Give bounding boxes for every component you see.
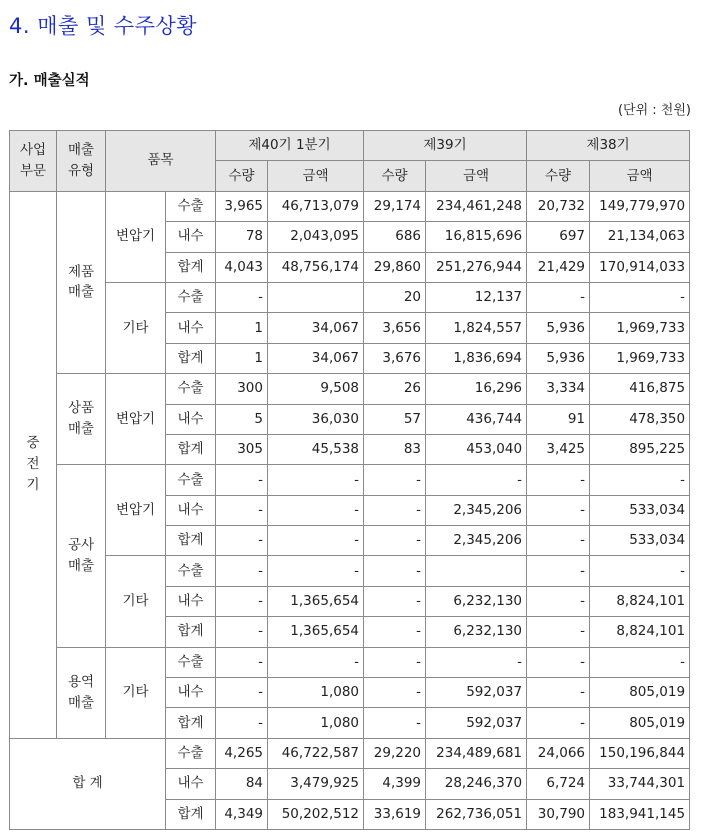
value-cell: 1,836,694 <box>426 343 527 373</box>
value-cell: 46,713,079 <box>268 191 364 221</box>
value-cell: 895,225 <box>590 434 690 464</box>
value-cell: 34,067 <box>268 343 364 373</box>
value-cell: 234,461,248 <box>426 191 527 221</box>
kind-cell: 수출 <box>166 282 216 312</box>
value-cell: 592,037 <box>426 678 527 708</box>
header-sales-type: 매출 유형 <box>57 131 106 192</box>
value-cell: 251,276,944 <box>426 252 527 282</box>
value-cell: - <box>527 282 590 312</box>
value-cell: - <box>527 678 590 708</box>
sales-type-cell: 상품 매출 <box>57 374 106 465</box>
value-cell: - <box>216 526 268 556</box>
header-business: 사업 부문 <box>10 131 57 192</box>
value-cell: 805,019 <box>590 678 690 708</box>
kind-cell: 수출 <box>166 465 216 495</box>
value-cell: 1,969,733 <box>590 343 690 373</box>
value-cell: 5,936 <box>527 343 590 373</box>
value-cell: 686 <box>364 222 426 252</box>
sales-type-cell: 용역 매출 <box>57 647 106 738</box>
value-cell: 300 <box>216 374 268 404</box>
value-cell: 3,656 <box>364 313 426 343</box>
value-cell: - <box>268 647 364 677</box>
value-cell: - <box>527 556 590 586</box>
table-row <box>10 556 690 586</box>
value-cell: - <box>216 708 268 738</box>
kind-cell: 내수 <box>166 586 216 616</box>
total-value-cell: 28,246,370 <box>426 769 527 799</box>
kind-cell: 내수 <box>166 313 216 343</box>
total-value-cell: 4,265 <box>216 738 268 768</box>
value-cell: 416,875 <box>590 374 690 404</box>
header-qty: 수량 <box>527 161 590 191</box>
value-cell: 16,296 <box>426 374 527 404</box>
value-cell: - <box>216 586 268 616</box>
header-qty: 수량 <box>364 161 426 191</box>
value-cell: 1,080 <box>268 678 364 708</box>
value-cell: 8,824,101 <box>590 586 690 616</box>
kind-cell: 수출 <box>166 738 216 768</box>
value-cell: - <box>364 708 426 738</box>
unit-label: (단위 : 천원) <box>617 103 691 118</box>
table-row <box>10 374 690 404</box>
value-cell: - <box>216 495 268 525</box>
value-cell: - <box>426 647 527 677</box>
value-cell: 149,779,970 <box>590 191 690 221</box>
value-cell: 3,965 <box>216 191 268 221</box>
kind-cell: 합계 <box>166 343 216 373</box>
item-cell: 기타 <box>106 556 166 647</box>
total-row <box>10 738 690 768</box>
value-cell: - <box>590 465 690 495</box>
value-cell: - <box>527 586 590 616</box>
value-cell: 1,969,733 <box>590 313 690 343</box>
total-value-cell: 30,790 <box>527 799 590 829</box>
value-cell: - <box>216 678 268 708</box>
value-cell: 533,034 <box>590 495 690 525</box>
kind-cell: 합계 <box>166 799 216 829</box>
kind-cell: 수출 <box>166 647 216 677</box>
value-cell: 1,365,654 <box>268 617 364 647</box>
value-cell: 1,824,557 <box>426 313 527 343</box>
total-value-cell: 3,479,925 <box>268 769 364 799</box>
value-cell: - <box>527 526 590 556</box>
value-cell: 4,043 <box>216 252 268 282</box>
kind-cell: 합계 <box>166 526 216 556</box>
kind-cell: 내수 <box>166 222 216 252</box>
value-cell: 3,676 <box>364 343 426 373</box>
value-cell: - <box>364 678 426 708</box>
value-cell: 2,345,206 <box>426 526 527 556</box>
subsection-heading: 가. 매출실적 <box>9 73 90 89</box>
value-cell: 170,914,033 <box>590 252 690 282</box>
value-cell: 26 <box>364 374 426 404</box>
value-cell: - <box>268 556 364 586</box>
value-cell <box>268 282 364 312</box>
value-cell: 20,732 <box>527 191 590 221</box>
value-cell: 3,425 <box>527 434 590 464</box>
value-cell: - <box>268 465 364 495</box>
value-cell: 6,232,130 <box>426 586 527 616</box>
value-cell: 9,508 <box>268 374 364 404</box>
value-cell: 36,030 <box>268 404 364 434</box>
kind-cell: 내수 <box>166 404 216 434</box>
value-cell: - <box>216 647 268 677</box>
table-row <box>10 282 690 312</box>
total-value-cell: 33,619 <box>364 799 426 829</box>
value-cell: - <box>364 495 426 525</box>
value-cell: - <box>590 556 690 586</box>
value-cell: - <box>364 526 426 556</box>
value-cell: 592,037 <box>426 708 527 738</box>
value-cell: - <box>216 282 268 312</box>
table-row <box>10 191 690 221</box>
value-cell: 5 <box>216 404 268 434</box>
value-cell: 805,019 <box>590 708 690 738</box>
value-cell: - <box>590 647 690 677</box>
value-cell: - <box>364 617 426 647</box>
value-cell: - <box>527 465 590 495</box>
value-cell: - <box>527 647 590 677</box>
value-cell: 57 <box>364 404 426 434</box>
value-cell: 697 <box>527 222 590 252</box>
total-value-cell: 29,220 <box>364 738 426 768</box>
table-row <box>10 465 690 495</box>
sales-table <box>9 130 690 830</box>
total-value-cell: 33,744,301 <box>590 769 690 799</box>
item-cell: 기타 <box>106 647 166 738</box>
value-cell: 29,174 <box>364 191 426 221</box>
total-label: 합 계 <box>10 738 166 829</box>
kind-cell: 합계 <box>166 617 216 647</box>
value-cell: - <box>268 526 364 556</box>
value-cell: - <box>268 495 364 525</box>
value-cell: 34,067 <box>268 313 364 343</box>
value-cell: - <box>216 556 268 586</box>
value-cell: 1,080 <box>268 708 364 738</box>
header-period-38: 제38기 <box>527 131 690 161</box>
header-amount: 금액 <box>268 161 364 191</box>
total-value-cell: 84 <box>216 769 268 799</box>
total-value-cell: 24,066 <box>527 738 590 768</box>
sales-type-cell: 제품 매출 <box>57 191 106 373</box>
kind-cell: 수출 <box>166 191 216 221</box>
value-cell: 305 <box>216 434 268 464</box>
value-cell: - <box>364 556 426 586</box>
value-cell: 453,040 <box>426 434 527 464</box>
value-cell: 1 <box>216 343 268 373</box>
total-value-cell: 50,202,512 <box>268 799 364 829</box>
value-cell: 45,538 <box>268 434 364 464</box>
value-cell: 16,815,696 <box>426 222 527 252</box>
header-qty: 수량 <box>216 161 268 191</box>
value-cell: - <box>590 282 690 312</box>
sales-type-cell: 공사 매출 <box>57 465 106 647</box>
value-cell: 48,756,174 <box>268 252 364 282</box>
kind-cell: 내수 <box>166 495 216 525</box>
value-cell: 91 <box>527 404 590 434</box>
value-cell: 20 <box>364 282 426 312</box>
kind-cell: 합계 <box>166 252 216 282</box>
total-value-cell: 4,349 <box>216 799 268 829</box>
header-amount: 금액 <box>590 161 690 191</box>
total-value-cell: 262,736,051 <box>426 799 527 829</box>
value-cell: 2,345,206 <box>426 495 527 525</box>
item-cell: 변압기 <box>106 374 166 465</box>
item-cell: 변압기 <box>106 465 166 556</box>
header-item: 품목 <box>106 131 216 192</box>
value-cell: 436,744 <box>426 404 527 434</box>
value-cell: - <box>426 465 527 495</box>
total-value-cell: 46,722,587 <box>268 738 364 768</box>
total-value-cell: 6,724 <box>527 769 590 799</box>
kind-cell: 합계 <box>166 708 216 738</box>
total-value-cell: 4,399 <box>364 769 426 799</box>
item-cell: 기타 <box>106 282 166 373</box>
kind-cell: 내수 <box>166 769 216 799</box>
kind-cell: 수출 <box>166 374 216 404</box>
value-cell: 83 <box>364 434 426 464</box>
section-heading: 4. 매출 및 수주상황 <box>9 14 198 38</box>
table-row <box>10 647 690 677</box>
value-cell <box>426 556 527 586</box>
value-cell: 29,860 <box>364 252 426 282</box>
value-cell: - <box>364 465 426 495</box>
value-cell: 1 <box>216 313 268 343</box>
header-period-39: 제39기 <box>364 131 527 161</box>
kind-cell: 내수 <box>166 678 216 708</box>
total-value-cell: 234,489,681 <box>426 738 527 768</box>
value-cell: 78 <box>216 222 268 252</box>
value-cell: 1,365,654 <box>268 586 364 616</box>
value-cell: - <box>364 586 426 616</box>
value-cell: - <box>527 617 590 647</box>
value-cell: 8,824,101 <box>590 617 690 647</box>
value-cell: 12,137 <box>426 282 527 312</box>
value-cell: 21,429 <box>527 252 590 282</box>
value-cell: 21,134,063 <box>590 222 690 252</box>
value-cell: 533,034 <box>590 526 690 556</box>
value-cell: - <box>527 708 590 738</box>
item-cell: 변압기 <box>106 191 166 282</box>
value-cell: - <box>216 465 268 495</box>
value-cell: 5,936 <box>527 313 590 343</box>
value-cell: - <box>216 617 268 647</box>
value-cell: 478,350 <box>590 404 690 434</box>
header-amount: 금액 <box>426 161 527 191</box>
header-period-40: 제40기 1분기 <box>216 131 364 161</box>
kind-cell: 수출 <box>166 556 216 586</box>
value-cell: - <box>527 495 590 525</box>
total-value-cell: 150,196,844 <box>590 738 690 768</box>
value-cell: - <box>364 647 426 677</box>
segment-cell: 중 전 기 <box>10 191 57 738</box>
value-cell: 6,232,130 <box>426 617 527 647</box>
value-cell: 3,334 <box>527 374 590 404</box>
value-cell: 2,043,095 <box>268 222 364 252</box>
total-value-cell: 183,941,145 <box>590 799 690 829</box>
kind-cell: 합계 <box>166 434 216 464</box>
